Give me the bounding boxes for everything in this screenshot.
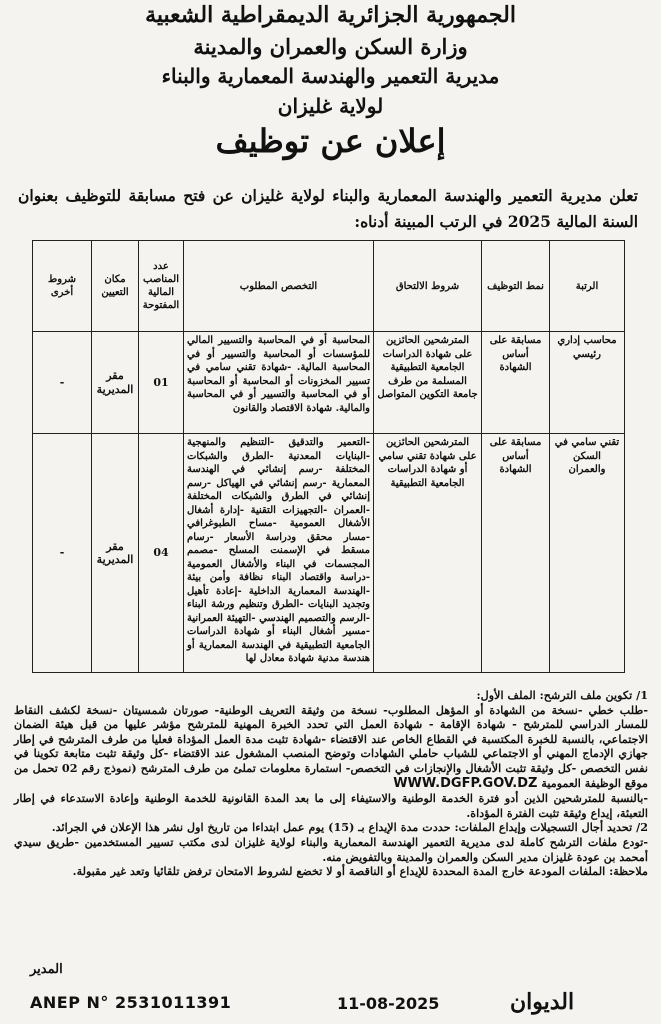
cell-other: - [33, 332, 92, 434]
cell-posts: 01 [139, 332, 184, 434]
col-other: شروط أخرى [33, 241, 92, 332]
cell-posts: 04 [139, 434, 184, 673]
cell-specialty: -التعمير والتدقيق -التنظيم والمنهجية -البنايات المعدنية -الطرق والشبكات المختلفة -رسم إنشائي في الهندسة المعمارية -رسم إنشائي في الهياكل -رسم إنشائي في الطرق والشبكات المختلفة -العمران -التجهيزات التقنية -إدارة أشغال الأشغال العمومية -مساح الطبوغرافي -مسار محقق ودراسة الأسعار -رسام مسقط في الإسمنت المسلح -مصمم المجسمات في البناء والأشغال العمومية -دراسة واقتصاد البناء نظافة وأمن بيئة -الهندسة المعمارية الداخلية -إعادة تأهيل وتجديد البنايات -الطرق وتنظيم ورشة البناء -الرسم والتصميم الهندسي -التهيئة العمرانية -مسير أشغال البناء أو شهادة الدراسات الجامعية التطبيقية في الهندسة المعمارية أو هندسة مدنية شهادة معادل لها [184, 434, 374, 673]
file-heading: 1/ تكوين ملف الترشح: الملف الأول: [476, 688, 648, 702]
cell-conditions: المترشحين الحائزين على شهادة الدراسات الجامعية التطبيقية المسلمة من طرف جامعة التكوين المتواصل [374, 332, 482, 434]
file-documents-text: -طلب خطي -نسخة من الشهادة أو المؤهل المطلوب- نسخة من وثيقة التعريف الوطنية- صورتان شمسيتان -نسخة لكشف النقاط للمسار الدراسي للمترشح - شهادة الإقامة - شهادة العمل التي تحدد الخبرة المهنية للمترشح مؤشر عليها من قبل هيئة الضمان الاجتماعي، بالنسبة للخبرة المكتسبة في القطاع الخاص عند الاقتضاء -شهادة تثبت مدة العمل المؤداة فعليا من طرف المترشح في إطار جهازي الإدماج المهني أو الاجتماعي للشباب حاملي الشهادات وتوضح المنصب المشغول عند الاقتضاء -كل وثيقة تثبت متابعة تكوينا في نفس التخصص -كل وثيقة تثبت الأشغال والإنجازات في التخصص- استمارة معلومات تملئ من طرف المترشح (نموذج رقم 02 تحمل من موقع الوظيفة العمومية [14, 702, 648, 790]
page-title: إعلان عن توظيف [215, 122, 446, 160]
table-row [33, 434, 625, 673]
col-grade: الرتبة [550, 241, 625, 332]
cell-grade: تقني سامي في السكن والعمران [550, 434, 625, 673]
cell-place: مقر المديرية [92, 332, 139, 434]
application-conditions [14, 688, 648, 879]
col-conditions: شروط الالتحاق [374, 241, 482, 332]
cell-mode: مسابقة على أساس الشهادة [482, 332, 550, 434]
header-directorate: مديرية التعمير والهندسة المعمارية والبناء [161, 64, 500, 88]
publication-date: 11-08-2025 [337, 994, 440, 1013]
anep-number: ANEP N° 2531011391 [30, 993, 232, 1012]
table-header-row [33, 241, 625, 332]
col-posts: عدد المناصب المالية المفتوحة [139, 241, 184, 332]
cell-specialty: المحاسبة أو في المحاسبة والتسيير المالي للمؤسسات أو المحاسبة والتسيير أو في المحاسبة المالية. -شهادة تقني سامي في تسيير المخزونات أو المحاسبة أو المحاسبة أو في المحاسبة والتسيير أو في المحاسبة والمالية. شهادة الاقتصاد والقانون [184, 332, 374, 434]
header-wilaya: لولاية غليزان [277, 94, 384, 118]
director-signature: المدير [30, 962, 63, 977]
header-republic: الجمهورية الجزائرية الديمقراطية الشعبية [145, 2, 516, 28]
cell-other: - [33, 434, 92, 673]
deadline-note: 2/ تحديد أجال التسجيلات وإيداع الملفات: حددت مدة الإيداع بـ (15) يوم عمل ابتداءا من تاريخ اول نشر هذا الإعلان في الجرائد. [51, 820, 648, 835]
jobs-table [32, 240, 625, 673]
submission-note: -تودع ملفات الترشح كاملة لدى مديرية التعمير الهندسة المعمارية والبناء لولاية غليزان لدى مكتب تسيير المستخدمين -طريق سيدي أمحمد بن عودة غليزان مدير السكن والعمران والمدينة وبالتفويض منه. [14, 834, 648, 864]
table-row [33, 332, 625, 434]
file-documents [14, 703, 648, 792]
remark-note: ملاحظة: الملفات المودعة خارج المدة المحددة للإيداع أو الناقصة أو لا تخضع لشروط الامتحان ترفض تلقائيا وتعد غير مقبولة. [72, 864, 648, 879]
header-ministry: وزارة السكن والعمران والمدينة [193, 34, 468, 59]
cell-place: مقر المديرية [92, 434, 139, 673]
col-mode: نمط التوظيف [482, 241, 550, 332]
military-service-note: -بالنسبة للمترشحين الذين أدو فترة الخدمة الوطنية والاستيفاء إلى ما بعد المدة القانونية للخدمة الوطنية وإعادة الاستدعاء في إطار التعبئة، إيداع وثيقة تثبت الفترة المؤداة. [14, 791, 648, 820]
intro-paragraph: تعلن مديرية التعمير والهندسة المعمارية والبناء لولاية غليزان عن فتح مسابقة للتوظيف بعنوان السنة المالية 2025 في الرتب المبينة أدناه: [18, 186, 638, 231]
diwan-logo: الديوان [510, 989, 575, 1015]
footer [0, 989, 661, 1024]
website-link[interactable]: WWW.DGFP.GOV.DZ [393, 775, 538, 791]
cell-mode: مسابقة على أساس الشهادة [482, 434, 550, 673]
cell-grade: محاسب إداري رئيسي [550, 332, 625, 434]
cell-conditions: المترشحين الحائزين على شهادة تقني سامي أو شهادة الدراسات الجامعية التطبيقية [374, 434, 482, 673]
col-place: مكان التعيين [92, 241, 139, 332]
col-specialty: التخصص المطلوب [184, 241, 374, 332]
